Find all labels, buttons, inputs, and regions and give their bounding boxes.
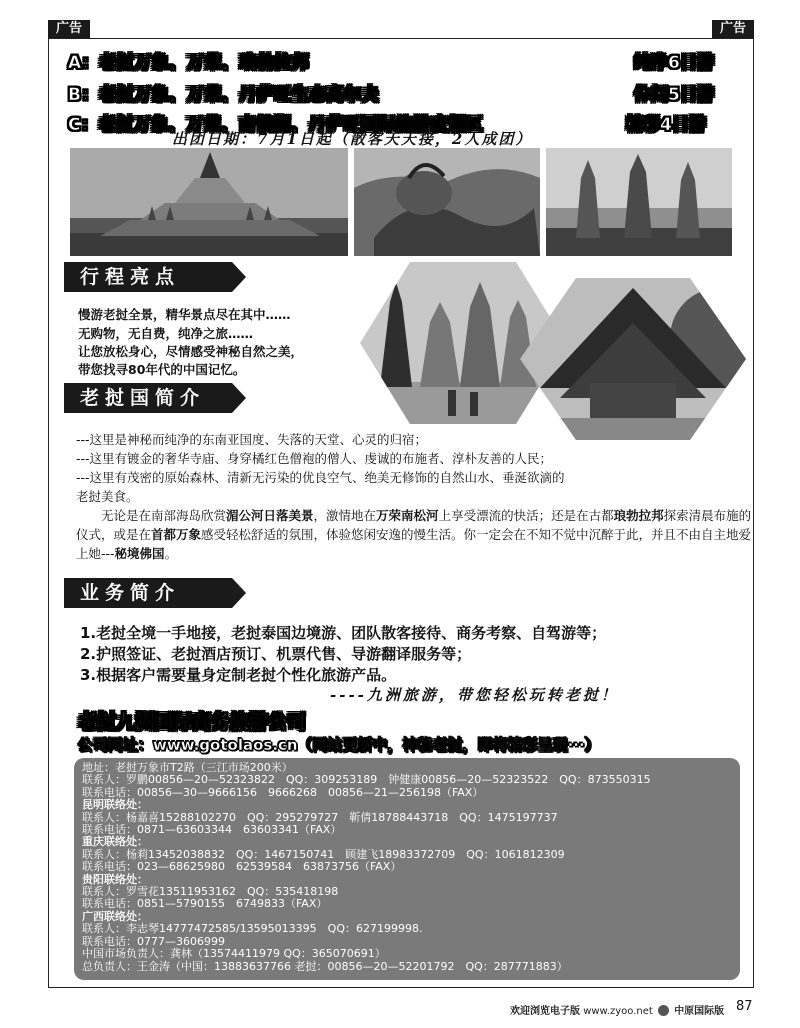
section-business-title: 业务简介 [64, 578, 232, 608]
highlight-line: 带您找寻80年代的中国记忆。 [78, 362, 246, 377]
footer-text: 欢迎浏览电子版 [510, 1006, 580, 1017]
logo-icon [658, 1005, 669, 1016]
naga-statue-photo [354, 148, 540, 256]
contact-line: 联系人：罗鹏00856—20—52323822 QQ：309253189 钟健康00856—20—52323522 QQ：873550315 [82, 773, 651, 787]
highlight-line: 让您放松身心，尽情感受神秘自然之美， [78, 344, 304, 359]
page-number: 87 [736, 999, 753, 1014]
intro-line: ---这里有镀金的奢华寺庙、身穿橘红色僧袍的僧人、虔诚的布施者、淳朴友善的人民； [76, 451, 553, 466]
contact-line: 联系人：李志琴14777472585/13595013395 QQ：627199998. [82, 922, 423, 936]
route-c-title: C：老挝万象、万荣、南俄湖、丹萨旺国际旅游度假区 [68, 115, 484, 135]
highlight-line: 无购物，无自费，纯净之旅…… [78, 326, 254, 341]
temple-roof-hex-photo [520, 278, 746, 440]
business-item: 1.老挝全境一手地接，老挝泰国边境游、团队散客接待、商务考察、自驾游等； [80, 624, 607, 642]
contact-office-heading: 贵阳联络处： [82, 872, 148, 886]
contact-office-heading: 广西联络处： [82, 909, 148, 923]
departure-date: 出团日期：7月1日起（散客天天接，2人成团） [172, 130, 533, 148]
contact-line: 联系电话：0851—5790155 6749833（FAX） [82, 897, 328, 911]
contact-line: 联系电话：00856—30—9666156 9666268 00856—21—256198（FAX） [82, 785, 484, 799]
footer-site: www.zyoo.net [583, 1006, 653, 1017]
intro-paragraph: 无论是在南部海岛欣赏湄公河日落美景，激情地在万荣南松河上享受漂流的快活；还是在古都琅勃拉邦探索清晨布施的仪式，或是在首都万象感受轻松舒适的氛围，体验悠闲安逸的慢生活。你一定会在不知不觉中沉醉于此，并且不由自主地爱上她---秘境佛国。 [76, 508, 752, 561]
route-a-duration: 纯净6日游 [634, 53, 714, 73]
section-highlights-title: 行程亮点 [64, 262, 232, 292]
stupa-photo [70, 148, 348, 256]
ad-label-left: 广告 [48, 20, 90, 38]
contact-line: 联系人：罗雪花13511953162 QQ：535418198 [82, 885, 339, 899]
intro-line: ---这里是神秘而纯净的东南亚国度、失落的天堂、心灵的归宿； [76, 432, 428, 447]
contact-line: 中国市场负责人：龚林（13574411979 QQ：365070691） [82, 947, 386, 961]
intro-line: 老挝美食。 [76, 489, 139, 504]
contact-office-heading: 重庆联络处： [82, 835, 148, 849]
business-item: 3.根据客户需要量身定制老挝个性化旅游产品。 [80, 666, 397, 684]
intro-line: ---这里有茂密的原始森林、清新无污染的优良空气、绝美无修饰的自然山水、垂涎欲滴的 [76, 470, 565, 485]
route-c-duration: 精彩4日游 [626, 115, 706, 135]
contact-line: 总负责人：王金涛（中国：13883637766 老挝：00856—20—52201792 QQ：287771883） [82, 959, 568, 973]
contact-line: 联系人：杨莉13452038832 QQ：1467150741 顾建飞18983372709 QQ：1061812309 [82, 847, 565, 861]
contact-line: 联系人：杨嘉喜15288102270 QQ：295279727 靳倩18788443718 QQ：1475197737 [82, 810, 558, 824]
highlight-line: 慢游老挝全景，精华景点尽在其中…… [78, 307, 291, 322]
company-name: 老挝九洲国际商务旅游公司 [78, 711, 307, 733]
route-b-title: B：老挝万象、万荣、丹萨旺生态高尔夫 [68, 85, 379, 105]
contact-office-heading: 昆明联络处： [82, 798, 148, 812]
page-footer [510, 1002, 724, 1017]
company-website: 公司网址：www.gotolaos.cn（网站更新中，神秘老挝，即将精彩呈现···） [78, 736, 600, 754]
slogan: ----九洲旅游，带您轻松玩转老挝！ [330, 686, 619, 704]
contact-box [74, 758, 740, 980]
contact-line: 联系电话：0871—63603344 63603341（FAX） [82, 823, 342, 837]
section-intro-title: 老挝国简介 [64, 383, 232, 413]
business-item: 2.护照签证、老挝酒店预订、机票代售、导游翻译服务等； [80, 645, 472, 663]
contact-line: 地址：老挝万象市T2路（三江市场200米） [82, 761, 293, 774]
route-a-title: A：老挝万象、万荣、琅勃拉邦 [68, 53, 310, 73]
route-b-duration: 休闲5日游 [634, 85, 714, 105]
temple-towers-photo [546, 148, 732, 256]
footer-brand: 中原国际版 [674, 1006, 725, 1017]
ad-label-right: 广告 [712, 20, 754, 38]
contact-line: 联系电话：023—68625980 62539584 63873756（FAX） [82, 860, 402, 874]
contact-line: 联系电话：0777—3606999 [82, 934, 225, 948]
